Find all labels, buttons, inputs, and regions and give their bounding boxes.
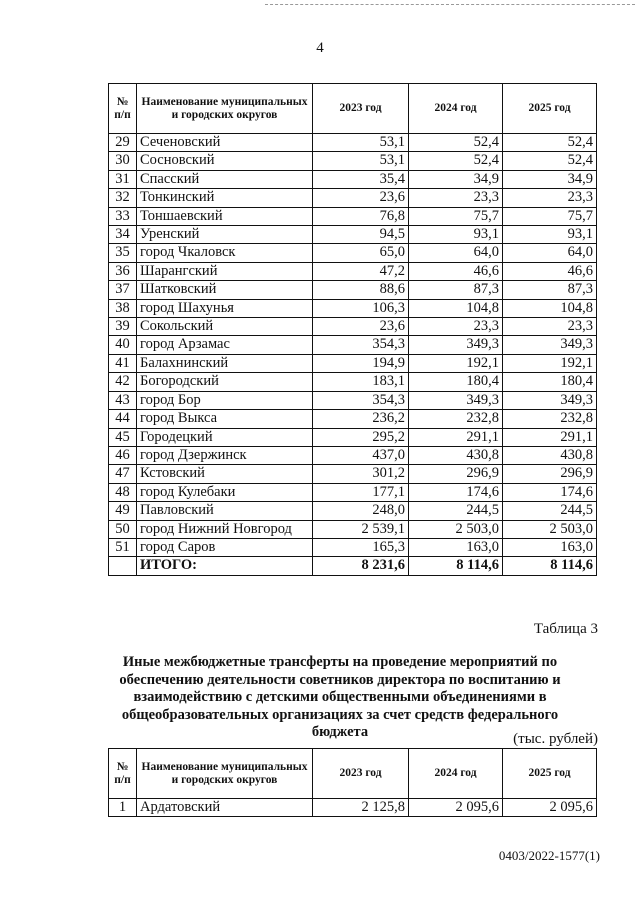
transfers-table-continued — [108, 83, 597, 576]
value-2023: 354,3 — [313, 336, 409, 354]
value-2023: 53,1 — [313, 134, 409, 152]
row-number: 44 — [109, 410, 137, 428]
value-2023: 88,6 — [313, 281, 409, 299]
transfers-table-3 — [108, 748, 597, 817]
table-row — [109, 538, 597, 556]
value-2025: 64,0 — [503, 244, 597, 262]
table-row — [109, 170, 597, 188]
value-2025: 296,9 — [503, 465, 597, 483]
value-2024: 291,1 — [409, 428, 503, 446]
value-2025: 244,5 — [503, 502, 597, 520]
table-row — [109, 281, 597, 299]
header-2025: 2025 год — [503, 749, 597, 799]
header-2024: 2024 год — [409, 84, 503, 134]
district-name: город Дзержинск — [137, 446, 313, 464]
row-number: 48 — [109, 483, 137, 501]
row-number: 34 — [109, 226, 137, 244]
value-2023: 177,1 — [313, 483, 409, 501]
scan-edge-line — [265, 4, 635, 5]
district-name: город Чкаловск — [137, 244, 313, 262]
table-row — [109, 299, 597, 317]
row-number: 43 — [109, 391, 137, 409]
district-name: город Саров — [137, 538, 313, 556]
row-number: 41 — [109, 354, 137, 372]
value-2025: 23,3 — [503, 318, 597, 336]
table-label: Таблица 3 — [533, 621, 598, 637]
row-number: 1 — [109, 799, 137, 817]
value-2024: 23,3 — [409, 189, 503, 207]
value-2024: 93,1 — [409, 226, 503, 244]
district-name: Спасский — [137, 170, 313, 188]
district-name: город Выкса — [137, 410, 313, 428]
row-number: 29 — [109, 134, 137, 152]
value-2025: 52,4 — [503, 134, 597, 152]
table-row — [109, 373, 597, 391]
row-number: 42 — [109, 373, 137, 391]
value-2025: 46,6 — [503, 262, 597, 280]
value-2024: 192,1 — [409, 354, 503, 372]
table-row — [109, 520, 597, 538]
table-row — [109, 226, 597, 244]
value-2023: 165,3 — [313, 538, 409, 556]
table-row — [109, 465, 597, 483]
value-2024: 174,6 — [409, 483, 503, 501]
value-2025: 34,9 — [503, 170, 597, 188]
table-row — [109, 354, 597, 372]
table-header-row — [109, 84, 597, 134]
value-2025: 87,3 — [503, 281, 597, 299]
header-2025: 2025 год — [503, 84, 597, 134]
table-row — [109, 262, 597, 280]
row-number: 51 — [109, 538, 137, 556]
table-row — [109, 483, 597, 501]
value-2025: 232,8 — [503, 410, 597, 428]
value-2024: 87,3 — [409, 281, 503, 299]
row-number: 45 — [109, 428, 137, 446]
table-header-row — [109, 749, 597, 799]
value-2024: 75,7 — [409, 207, 503, 225]
table-row — [109, 799, 597, 817]
row-number: 37 — [109, 281, 137, 299]
value-2023: 236,2 — [313, 410, 409, 428]
value-2024: 232,8 — [409, 410, 503, 428]
total-num-cell — [109, 557, 137, 575]
district-name: Тонкинский — [137, 189, 313, 207]
district-name: Шарангский — [137, 262, 313, 280]
value-2025: 23,3 — [503, 189, 597, 207]
district-name: Ардатовский — [137, 799, 313, 817]
value-2025: 291,1 — [503, 428, 597, 446]
section-title: Иные межбюджетные трансферты на проведение мероприятий по обеспечению деятельности советников директора по воспитанию и взаимодействию с детскими общественными объединениями в общеобразовательных организациях за счет средств федерального бюджета — [119, 654, 561, 741]
value-2024: 430,8 — [409, 446, 503, 464]
table-row — [109, 446, 597, 464]
value-2024: 104,8 — [409, 299, 503, 317]
value-2023: 437,0 — [313, 446, 409, 464]
value-2023: 295,2 — [313, 428, 409, 446]
row-number: 35 — [109, 244, 137, 262]
row-number: 36 — [109, 262, 137, 280]
row-number: 30 — [109, 152, 137, 170]
value-2023: 65,0 — [313, 244, 409, 262]
header-2024: 2024 год — [409, 749, 503, 799]
district-name: Богородский — [137, 373, 313, 391]
value-2025: 52,4 — [503, 152, 597, 170]
page-number: 4 — [316, 40, 324, 56]
total-row — [109, 557, 597, 575]
value-2023: 23,6 — [313, 318, 409, 336]
table-row — [109, 391, 597, 409]
value-2024: 244,5 — [409, 502, 503, 520]
value-2024: 180,4 — [409, 373, 503, 391]
value-2025: 93,1 — [503, 226, 597, 244]
value-2023: 194,9 — [313, 354, 409, 372]
total-label: ИТОГО: — [137, 557, 313, 575]
value-2024: 52,4 — [409, 152, 503, 170]
value-2023: 53,1 — [313, 152, 409, 170]
table-row — [109, 428, 597, 446]
header-num: № п/п — [109, 84, 137, 134]
units-label: (тыс. рублей) — [513, 731, 598, 747]
value-2025: 104,8 — [503, 299, 597, 317]
value-2025: 75,7 — [503, 207, 597, 225]
value-2024: 64,0 — [409, 244, 503, 262]
value-2024: 2 503,0 — [409, 520, 503, 538]
value-2023: 94,5 — [313, 226, 409, 244]
table-row — [109, 502, 597, 520]
district-name: город Арзамас — [137, 336, 313, 354]
value-2025: 2 503,0 — [503, 520, 597, 538]
row-number: 38 — [109, 299, 137, 317]
value-2023: 354,3 — [313, 391, 409, 409]
value-2025: 192,1 — [503, 354, 597, 372]
district-name: Сосновский — [137, 152, 313, 170]
row-number: 31 — [109, 170, 137, 188]
district-name: город Шахунья — [137, 299, 313, 317]
value-2024: 23,3 — [409, 318, 503, 336]
row-number: 49 — [109, 502, 137, 520]
row-number: 39 — [109, 318, 137, 336]
document-code: 0403/2022-1577(1) — [498, 848, 600, 863]
header-name: Наименование муниципальных и городских округов — [137, 749, 313, 799]
district-name: Сеченовский — [137, 134, 313, 152]
row-number: 47 — [109, 465, 137, 483]
total-2024: 8 114,6 — [409, 557, 503, 575]
header-2023: 2023 год — [313, 84, 409, 134]
value-2024: 296,9 — [409, 465, 503, 483]
value-2023: 106,3 — [313, 299, 409, 317]
value-2024: 2 095,6 — [409, 799, 503, 817]
header-num: № п/п — [109, 749, 137, 799]
total-2023: 8 231,6 — [313, 557, 409, 575]
value-2025: 163,0 — [503, 538, 597, 556]
value-2024: 163,0 — [409, 538, 503, 556]
value-2023: 47,2 — [313, 262, 409, 280]
row-number: 40 — [109, 336, 137, 354]
district-name: Уренский — [137, 226, 313, 244]
value-2023: 301,2 — [313, 465, 409, 483]
total-2025: 8 114,6 — [503, 557, 597, 575]
row-number: 50 — [109, 520, 137, 538]
value-2023: 76,8 — [313, 207, 409, 225]
district-name: город Нижний Новгород — [137, 520, 313, 538]
value-2023: 183,1 — [313, 373, 409, 391]
table-row — [109, 318, 597, 336]
district-name: Балахнинский — [137, 354, 313, 372]
row-number: 33 — [109, 207, 137, 225]
value-2024: 349,3 — [409, 391, 503, 409]
district-name: город Кулебаки — [137, 483, 313, 501]
value-2024: 52,4 — [409, 134, 503, 152]
table-row — [109, 134, 597, 152]
row-number: 32 — [109, 189, 137, 207]
district-name: Кстовский — [137, 465, 313, 483]
value-2023: 2 125,8 — [313, 799, 409, 817]
value-2023: 35,4 — [313, 170, 409, 188]
header-2023: 2023 год — [313, 749, 409, 799]
value-2025: 2 095,6 — [503, 799, 597, 817]
value-2023: 248,0 — [313, 502, 409, 520]
table-row — [109, 244, 597, 262]
district-name: Тоншаевский — [137, 207, 313, 225]
district-name: город Бор — [137, 391, 313, 409]
header-name: Наименование муниципальных и городских округов — [137, 84, 313, 134]
value-2025: 180,4 — [503, 373, 597, 391]
value-2024: 349,3 — [409, 336, 503, 354]
value-2025: 349,3 — [503, 391, 597, 409]
district-name: Павловский — [137, 502, 313, 520]
value-2023: 2 539,1 — [313, 520, 409, 538]
row-number: 46 — [109, 446, 137, 464]
district-name: Городецкий — [137, 428, 313, 446]
value-2025: 430,8 — [503, 446, 597, 464]
value-2025: 349,3 — [503, 336, 597, 354]
value-2023: 23,6 — [313, 189, 409, 207]
district-name: Сокольский — [137, 318, 313, 336]
district-name: Шатковский — [137, 281, 313, 299]
table-row — [109, 410, 597, 428]
value-2025: 174,6 — [503, 483, 597, 501]
value-2024: 34,9 — [409, 170, 503, 188]
table-row — [109, 152, 597, 170]
table-row — [109, 207, 597, 225]
value-2024: 46,6 — [409, 262, 503, 280]
table-row — [109, 189, 597, 207]
table-row — [109, 336, 597, 354]
